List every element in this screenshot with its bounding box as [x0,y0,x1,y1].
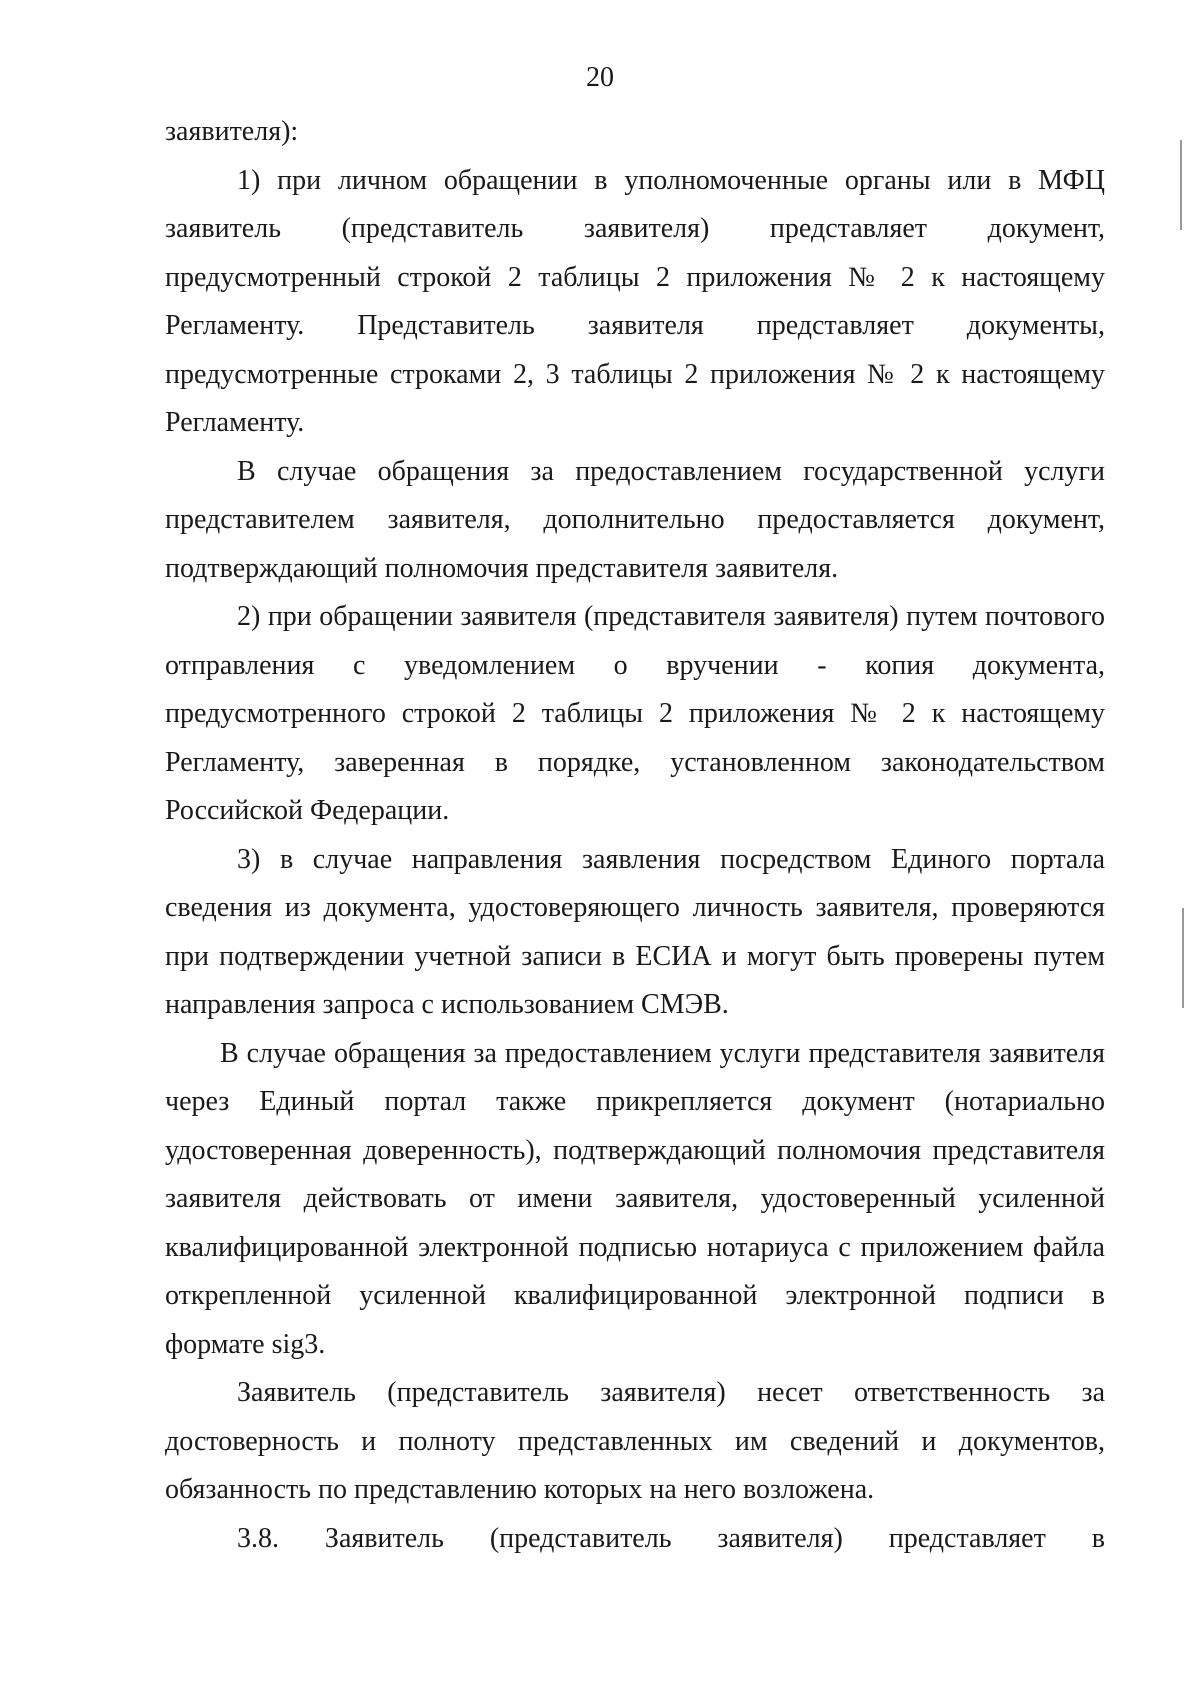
scan-edge-mark [1180,140,1182,230]
scan-edge-mark [1182,908,1184,1008]
paragraph-portal-representative: В случае обращения за предоставлением услуги представителя заявителя через Единый портал также прикрепляется документ (нотариально удостоверенная доверенность), подтверждающий полномочия представителя заявителя действовать от имени заявителя, удостоверенный усиленной квалифицированной электронной подписью нотариуса с приложением файла открепленной усиленной квалифицированной электронной подписи в формате sig3. [165,1037,1105,1360]
paragraph-representative: В случае обращения за предоставлением государственной услуги представителем заявителя, дополнительно предоставляется документ, подтверждающий полномочия представителя заявителя. [165,455,1105,584]
paragraph-continuation: заявителя): [165,116,299,147]
paragraph-item-2: 2) при обращении заявителя (представителя заявителя) путем почтового отправления с уведомлением о вручении - копия документа, предусмотренного строкой 2 таблицы 2 приложения № 2 к настоящему Регламенту, заверенная в порядке, установленном законодательством Российской Федерации. [165,601,1105,826]
paragraph-item-3: 3) в случае направления заявления посредством Единого портала сведения из документа, удостоверяющего личность заявителя, проверяются при подтверждении учетной записи в ЕСИА и могут быть проверены путем направления запроса с использованием СМЭВ. [165,843,1105,1020]
paragraph-item-1: 1) при личном обращении в уполномоченные органы или в МФЦ заявитель (представитель заявителя) представляет документ, предусмотренный строкой 2 таблицы 2 приложения № 2 к настоящему Регламенту. Представитель заявителя представляет документы, предусмотренные строками 2, 3 таблицы 2 приложения № 2 к настоящему Регламенту. [165,164,1105,438]
paragraph-responsibility: Заявитель (представитель заявителя) несет ответственность за достоверность и полноту представленных им сведений и документов, обязанность по представлению которых на него возложена. [165,1377,1105,1505]
paragraph-section-3-8: 3.8. Заявитель (представитель заявителя) представляет в [237,1522,1105,1554]
document-body [165,108,1105,1563]
page-number: 20 [586,62,614,93]
